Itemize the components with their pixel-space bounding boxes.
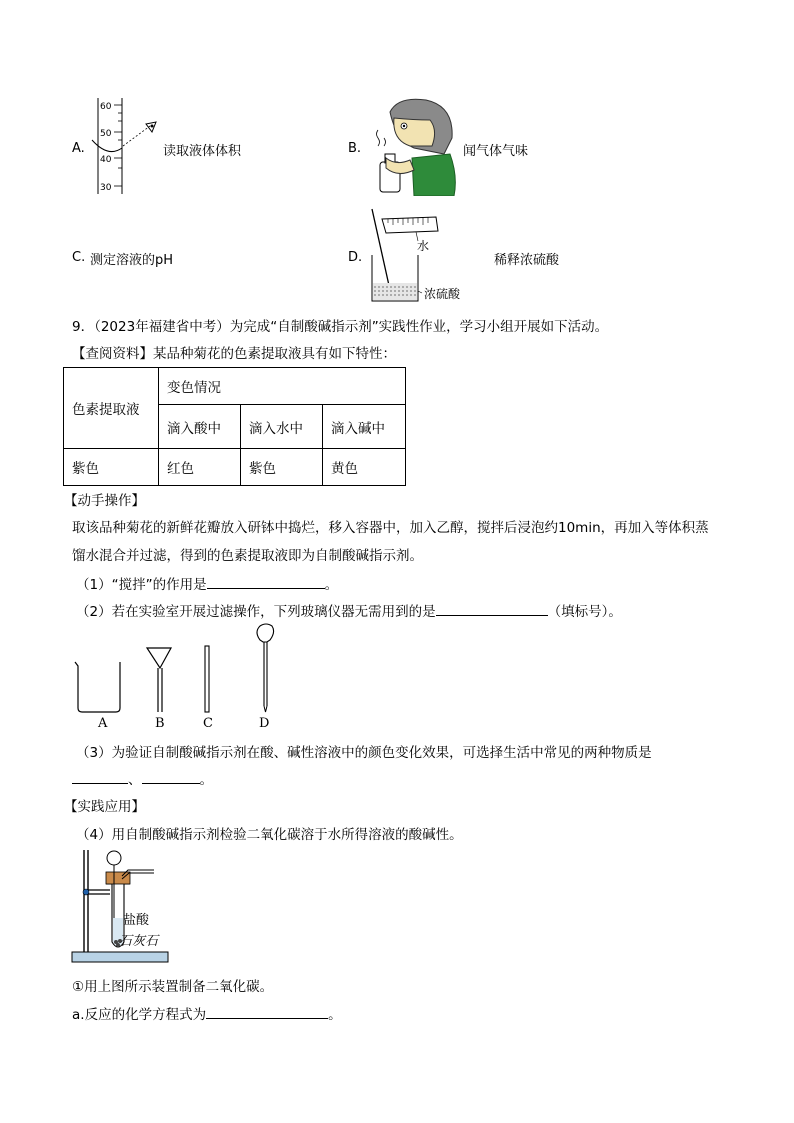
apparatus-label-d: D [259, 716, 270, 731]
table-col-acid: 滴入酸中 [159, 405, 241, 449]
question-3-line-1: （3）为验证自制酸碱指示剂在酸、碱性溶液中的颜色变化效果，可选择生活中常见的两种物质是 [76, 745, 652, 761]
q1-prefix: （1）“搅拌”的作用是 [76, 577, 207, 593]
water-label: 水 [417, 239, 430, 253]
table-cell-base: 黄色 [323, 449, 406, 486]
hcl-label: 盐酸 [123, 913, 150, 928]
table-cell-name: 紫色 [64, 449, 159, 486]
step-a-prefix: a.反应的化学方程式为 [72, 1007, 207, 1023]
option-c-letter: C. [72, 250, 86, 265]
smelling-gas-figure [368, 96, 458, 196]
tick-60: 60 [100, 102, 112, 112]
limestone-label: 石灰石 [119, 934, 159, 949]
hands-on-line-1: 取该品种菊花的新鲜花瓣放入研钵中捣烂，移入容器中，加入乙醇，搅拌后浸泡约10min，再加入等体积蒸 [72, 520, 709, 536]
option-d-label: 稀释浓硫酸 [494, 253, 560, 268]
apparatus-figure [70, 620, 290, 715]
q3-end: 。 [199, 772, 213, 788]
question-intro: 9．（2023年福建省中考）为完成“自制酸碱指示剂”实践性作业，学习小组开展如下活动。 [72, 319, 609, 335]
graduated-cylinder-figure [90, 96, 162, 196]
tick-30: 30 [100, 183, 112, 193]
question-4: （4）用自制酸碱指示剂检验二氧化碳溶于水所得溶液的酸碱性。 [76, 827, 463, 843]
q1-answer-blank[interactable] [207, 575, 325, 589]
beaker-icon [75, 662, 120, 712]
option-b-letter: B. [348, 141, 362, 156]
acid-label: 浓硫酸 [424, 287, 461, 301]
funnel-icon [147, 648, 171, 712]
q2-answer-blank[interactable] [436, 602, 548, 616]
table-row-header: 色素提取液 [64, 368, 159, 449]
dropper-icon [257, 624, 274, 712]
apparatus-label-b: B [155, 716, 165, 731]
option-a-letter: A. [72, 141, 85, 156]
tick-50: 50 [100, 129, 112, 139]
property-table [63, 367, 406, 486]
q2-suffix: （填标号）。 [547, 604, 622, 620]
table-col-base: 滴入碱中 [323, 405, 406, 449]
hands-on-line-2: 馏水混合并过滤，得到的色素提取液即为自制酸碱指示剂。 [72, 548, 423, 564]
table-col-water: 滴入水中 [241, 405, 323, 449]
q3-answer-blank-2[interactable] [142, 770, 200, 784]
glass-rod-icon [205, 646, 209, 712]
question-1 [76, 573, 338, 593]
option-c-label: 测定溶液的pH [90, 253, 174, 268]
tick-40: 40 [100, 155, 112, 165]
practice-heading: 【实践应用】 [64, 799, 145, 815]
question-2 [76, 600, 622, 620]
table-cell-acid: 红色 [159, 449, 241, 486]
option-a-label: 读取液体体积 [163, 144, 242, 159]
q2-prefix: （2）若在实验室开展过滤操作，下列玻璃仪器无需用到的是 [76, 604, 436, 620]
table-cell-water: 紫色 [241, 449, 323, 486]
option-b-label: 闻气体气味 [463, 144, 529, 159]
option-d-letter: D. [348, 250, 363, 265]
step-a-suffix: 。 [328, 1007, 342, 1023]
hands-on-heading: 【动手操作】 [64, 493, 145, 509]
q3-answer-blank-1[interactable] [72, 770, 128, 784]
table-group-header: 变色情况 [159, 368, 406, 405]
apparatus-label-a: A [98, 716, 108, 731]
step-a-answer-blank[interactable] [206, 1005, 328, 1019]
lookup-heading: 【查阅资料】某品种菊花的色素提取液具有如下特性： [72, 346, 396, 362]
step-a [72, 1003, 342, 1023]
q3-separator: 、 [128, 772, 142, 788]
apparatus-label-c: C [203, 716, 213, 731]
step-1: ①用上图所示装置制备二氧化碳。 [72, 979, 274, 995]
question-3-line-2 [72, 768, 213, 788]
q1-suffix: 。 [324, 577, 339, 593]
